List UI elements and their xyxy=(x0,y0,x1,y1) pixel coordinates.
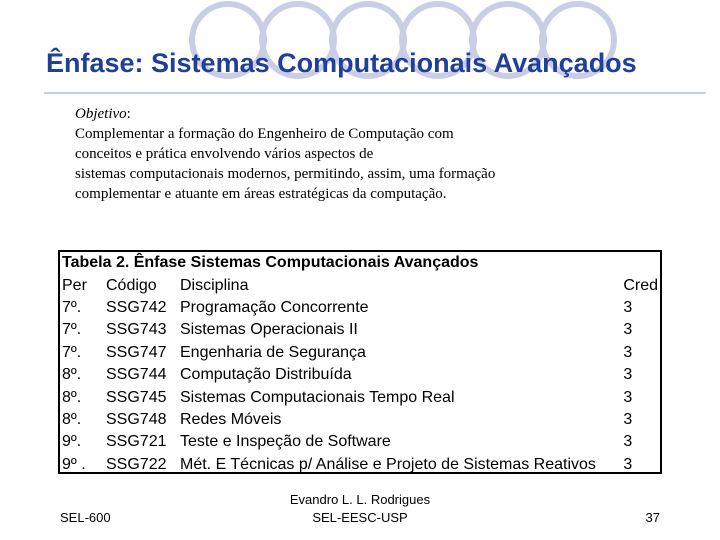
table-row xyxy=(60,409,660,431)
objective-label: Objetivo xyxy=(75,106,127,122)
table-row xyxy=(60,364,660,386)
header-cred: Cred xyxy=(623,276,658,294)
cell-codigo: SSG747 xyxy=(106,343,167,361)
slide-title: Ênfase: Sistemas Computacionais Avançados xyxy=(46,48,637,78)
cell-per: 8º. xyxy=(62,388,82,406)
cell-per: 8º. xyxy=(62,410,82,428)
cell-cred: 3 xyxy=(623,343,633,361)
cell-disciplina: Engenharia de Segurança xyxy=(180,343,366,361)
cell-codigo: SSG748 xyxy=(106,410,167,428)
footer-author-dept: SEL-EESC-USP xyxy=(312,510,408,525)
table-row xyxy=(60,342,660,364)
header-disciplina: Disciplina xyxy=(180,276,249,294)
page-number: 37 xyxy=(645,510,660,525)
table-caption: Tabela 2. Ênfase Sistemas Computacionais Avançados xyxy=(62,254,479,272)
cell-per: 9º . xyxy=(62,455,86,473)
objective-line: Complementar a formação do Engenheiro de Computação com xyxy=(75,126,454,142)
cell-codigo: SSG721 xyxy=(106,433,167,451)
cell-cred: 3 xyxy=(623,455,633,473)
objective-line: sistemas computacionais modernos, permitindo, assim, uma formação xyxy=(75,166,496,182)
table-header-row xyxy=(60,274,660,296)
courses-table xyxy=(58,250,662,474)
objective-line: conceitos e prática envolvendo vários aspectos de xyxy=(75,146,374,162)
table-row xyxy=(60,297,660,319)
cell-disciplina: Teste e Inspeção de Software xyxy=(180,433,391,451)
cell-codigo: SSG745 xyxy=(106,388,167,406)
footer-author xyxy=(240,491,480,527)
cell-per: 7º. xyxy=(62,321,82,339)
footer-author-name: Evandro L. L. Rodrigues xyxy=(289,492,431,507)
table-row xyxy=(60,386,660,408)
table-row xyxy=(60,319,660,341)
cell-per: 7º. xyxy=(62,298,82,316)
table-row xyxy=(60,454,660,476)
cell-codigo: SSG742 xyxy=(106,298,167,316)
cell-cred: 3 xyxy=(623,433,633,451)
cell-cred: 3 xyxy=(623,366,633,384)
cell-per: 9º. xyxy=(62,433,82,451)
objective-heading xyxy=(75,104,675,124)
cell-codigo: SSG722 xyxy=(106,455,167,473)
cell-cred: 3 xyxy=(623,298,633,316)
objective-colon: : xyxy=(126,106,131,122)
header-codigo: Código xyxy=(106,276,157,294)
cell-codigo: SSG743 xyxy=(106,321,167,339)
cell-cred: 3 xyxy=(623,388,633,406)
cell-disciplina: Mét. E Técnicas p/ Análise e Projeto de Sistemas Reativos xyxy=(180,455,596,473)
table-caption-row xyxy=(60,252,660,274)
cell-cred: 3 xyxy=(623,321,633,339)
cell-codigo: SSG744 xyxy=(106,366,167,384)
cell-cred: 3 xyxy=(623,410,633,428)
cell-disciplina: Sistemas Operacionais II xyxy=(180,321,358,339)
cell-disciplina: Computação Distribuída xyxy=(180,366,352,384)
cell-disciplina: Programação Concorrente xyxy=(180,298,369,316)
cell-per: 8º. xyxy=(62,366,82,384)
footer-course-code: SEL-600 xyxy=(60,510,111,525)
cell-per: 7º. xyxy=(62,343,82,361)
header-per: Per xyxy=(62,276,87,294)
objective-line: complementar e atuante em áreas estratégicas da computação. xyxy=(75,186,447,202)
objective-block xyxy=(75,104,675,204)
title-divider xyxy=(44,92,706,94)
table-row xyxy=(60,431,660,453)
cell-disciplina: Redes Móveis xyxy=(180,410,282,428)
cell-disciplina: Sistemas Computacionais Tempo Real xyxy=(180,388,455,406)
